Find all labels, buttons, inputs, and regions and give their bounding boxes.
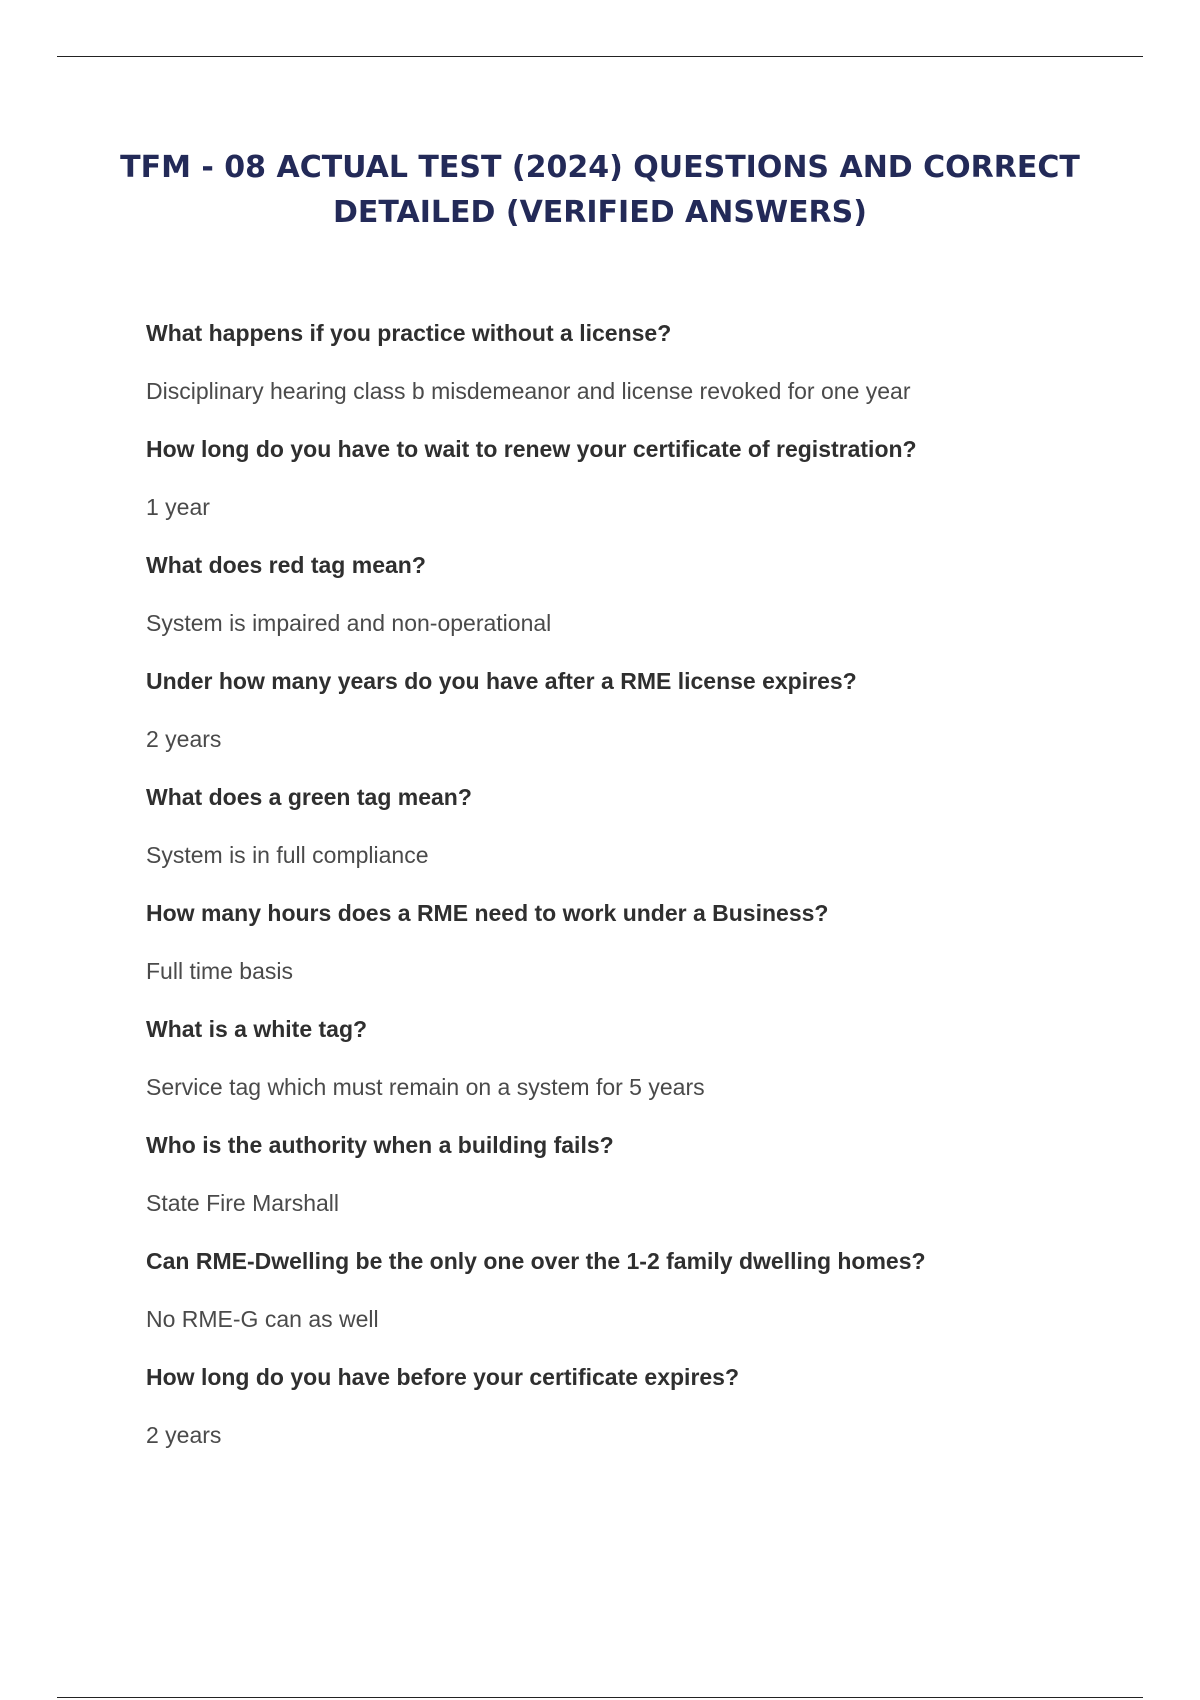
question-text: How many hours does a RME need to work under a Business? — [146, 900, 829, 926]
qa-list — [146, 316, 1080, 1476]
bottom-divider — [57, 1697, 1143, 1698]
question-text: What happens if you practice without a license? — [146, 320, 672, 346]
question-text: Who is the authority when a building fails? — [146, 1132, 614, 1158]
question-text: What does a green tag mean? — [146, 784, 472, 810]
qa-item — [146, 316, 1080, 409]
qa-item — [146, 548, 1080, 641]
answer-text: Service tag which must remain on a system for 5 years — [146, 1074, 705, 1100]
answer-text: Disciplinary hearing class b misdemeanor and license revoked for one year — [146, 378, 911, 404]
question-text: How long do you have to wait to renew your certificate of registration? — [146, 436, 917, 462]
answer-text: System is in full compliance — [146, 842, 429, 868]
page-title: TFM - 08 ACTUAL TEST (2024) QUESTIONS AND CORRECT DETAILED (VERIFIED ANSWERS) — [120, 150, 1080, 230]
qa-item — [146, 1360, 1080, 1453]
qa-item — [146, 1244, 1080, 1337]
answer-text: 2 years — [146, 1422, 222, 1448]
qa-item — [146, 664, 1080, 757]
qa-item — [146, 1128, 1080, 1221]
question-text: How long do you have before your certificate expires? — [146, 1364, 740, 1390]
answer-text: State Fire Marshall — [146, 1190, 340, 1216]
qa-item — [146, 780, 1080, 873]
question-text: What does red tag mean? — [146, 552, 426, 578]
answer-text: 2 years — [146, 726, 222, 752]
answer-text: System is impaired and non-operational — [146, 610, 552, 636]
qa-item — [146, 896, 1080, 989]
answer-text: Full time basis — [146, 958, 293, 984]
question-text: Under how many years do you have after a RME license expires? — [146, 668, 857, 694]
question-text: What is a white tag? — [146, 1016, 368, 1042]
qa-item — [146, 432, 1080, 525]
top-divider — [57, 56, 1143, 57]
answer-text: No RME-G can as well — [146, 1306, 379, 1332]
question-text: Can RME-Dwelling be the only one over the 1-2 family dwelling homes? — [146, 1248, 926, 1274]
answer-text: 1 year — [146, 494, 210, 520]
qa-item — [146, 1012, 1080, 1105]
